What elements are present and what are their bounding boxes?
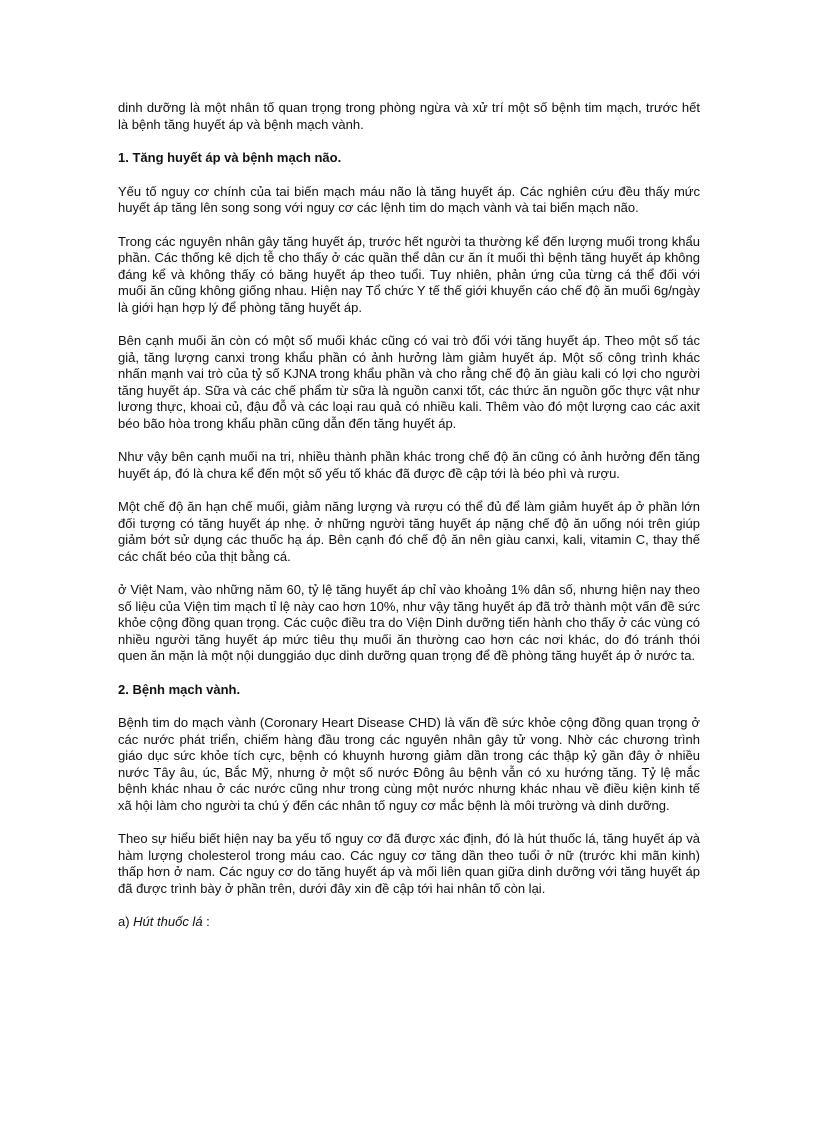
- section-1-paragraph: Bên cạnh muối ăn còn có một số muối khác cũng có vai trò đối với tăng huyết áp. Theo một số tác giả, tăng lượng canxi trong khẩu phần có ảnh hưởng làm giảm huyết áp. Một số công trình khác nhấn mạnh vai trò của tỷ số KJNA trong khẩu phần và cho rằng chế độ ăn giàu kali có lợi cho người tăng huyết áp. Sữa và các chế phẩm từ sữa là nguồn canxi tốt, các thức ăn nguồn gốc thực vật như lương thực, khoai củ, đậu đỗ và các loại rau quả có nhiều kali. Thêm vào đó một lượng cao các axit béo bão hòa trong khẩu phần cũng dẫn đến tăng huyết áp.: [118, 333, 700, 431]
- subsection-title: Hút thuốc lá: [133, 914, 203, 929]
- section-1-paragraph: Một chế độ ăn hạn chế muối, giảm năng lượng và rượu có thể đủ để làm giảm huyết áp ở phần lớn đối tượng có tăng huyết áp nhẹ. ở những người tăng huyết áp nặng chế độ ăn uống nói trên giúp giảm bớt sử dụng các thuốc hạ áp. Bên cạnh đó chế độ ăn nên giàu canxi, kali, vitamin C, thay thế các chất béo của thịt bằng cá.: [118, 499, 700, 564]
- section-2-paragraph: Theo sự hiểu biết hiện nay ba yếu tố nguy cơ đã được xác định, đó là hút thuốc lá, tăng huyết áp và hàm lượng cholesterol trong máu cao. Các nguy cơ tăng dần theo tuổi ở nữ (trước khi mãn kinh) thấp hơn ở nam. Các nguy cơ do tăng huyết áp và mối liên quan giữa dinh dưỡng với tăng huyết áp đã được trình bày ở phần trên, dưới đây xin đề cập tới hai nhân tố còn lại.: [118, 831, 700, 896]
- section-2-paragraph: Bệnh tim do mạch vành (Coronary Heart Disease CHD) là vấn đề sức khỏe cộng đồng quan trọng ở các nước phát triển, chiếm hàng đầu trong các nguyên nhân gây tử vong. Nhờ các chương trình giáo dục sức khỏe tích cực, bệnh có khuynh hương giảm dần trong các thập kỷ gần đây ở nhiều nước Tây âu, úc, Bắc Mỹ, nhưng ở một số nước Đông âu bệnh vẫn có xu hướng tăng. Tỷ lệ mắc bệnh khác nhau ở các nước cũng như trong cùng một nước nhưng khác nhau về điều kiện kinh tế xã hội làm cho người ta chú ý đến các nhân tố nguy cơ mắc bệnh là môi trường và dinh dưỡng.: [118, 715, 700, 813]
- section-2-heading: 2. Bệnh mạch vành.: [118, 681, 241, 697]
- section-1-paragraph: Yếu tố nguy cơ chính của tai biến mạch máu não là tăng huyết áp. Các nghiên cứu đều thấy mức huyết áp tăng lên song song với nguy cơ các lệnh tim do mạch vành và tai biến mạch não.: [118, 183, 700, 215]
- document-page: [118, 100, 700, 931]
- section-1-paragraph: Như vậy bên cạnh muối na tri, nhiều thành phần khác trong chế độ ăn cũng có ảnh hưởng đến tăng huyết áp, đó là chưa kể đến một số yếu tố khác đã được đề cập tới là béo phì và rượu.: [118, 449, 700, 481]
- section-1-paragraph: Trong các nguyên nhân gây tăng huyết áp, trước hết người ta thường kể đến lượng muối trong khẩu phần. Các thống kê dịch tễ cho thấy ở các quần thể dân cư ăn ít muối thì bệnh tăng huyết áp không đáng kể và không thấy có băng huyết áp theo tuổi. Tuy nhiên, phản ứng của từng cá thể đối với muối ăn cũng không giống nhau. Hiện nay Tổ chức Y tế thế giới khuyến cáo chế độ ăn muối 6g/ngày là giới hạn hợp lý để phòng tăng huyết áp.: [118, 233, 700, 315]
- section-1-paragraph: ở Việt Nam, vào những năm 60, tỷ lệ tăng huyết áp chỉ vào khoảng 1% dân số, nhưng hiện nay theo số liệu của Viện tim mạch tỉ lệ này cao hơn 10%, như vậy tăng huyết áp đã trở thành một vấn đề sức khỏe cộng đồng quan trọng. Các cuộc điều tra do Viện Dinh dưỡng tiến hành cho thấy ở các vùng có nhiều người tăng huyết áp mức tiêu thụ muối ăn thường cao hơn các nơi khác, do đó tránh thói quen ăn mặn là một nội dunggiáo dục dinh dưỡng quan trọng để đề phòng tăng huyết áp ở nước ta.: [118, 582, 701, 663]
- subsection-a-heading: [118, 914, 700, 931]
- section-1-heading: 1. Tăng huyết áp và bệnh mạch não.: [118, 150, 342, 165]
- subsection-prefix: a): [118, 914, 134, 929]
- intro-paragraph: dinh dưỡng là một nhân tố quan trọng trong phòng ngừa và xử trí một số bệnh tim mạch, trước hết là bệnh tăng huyết áp và bệnh mạch vành.: [118, 100, 700, 132]
- subsection-suffix: :: [202, 914, 210, 929]
